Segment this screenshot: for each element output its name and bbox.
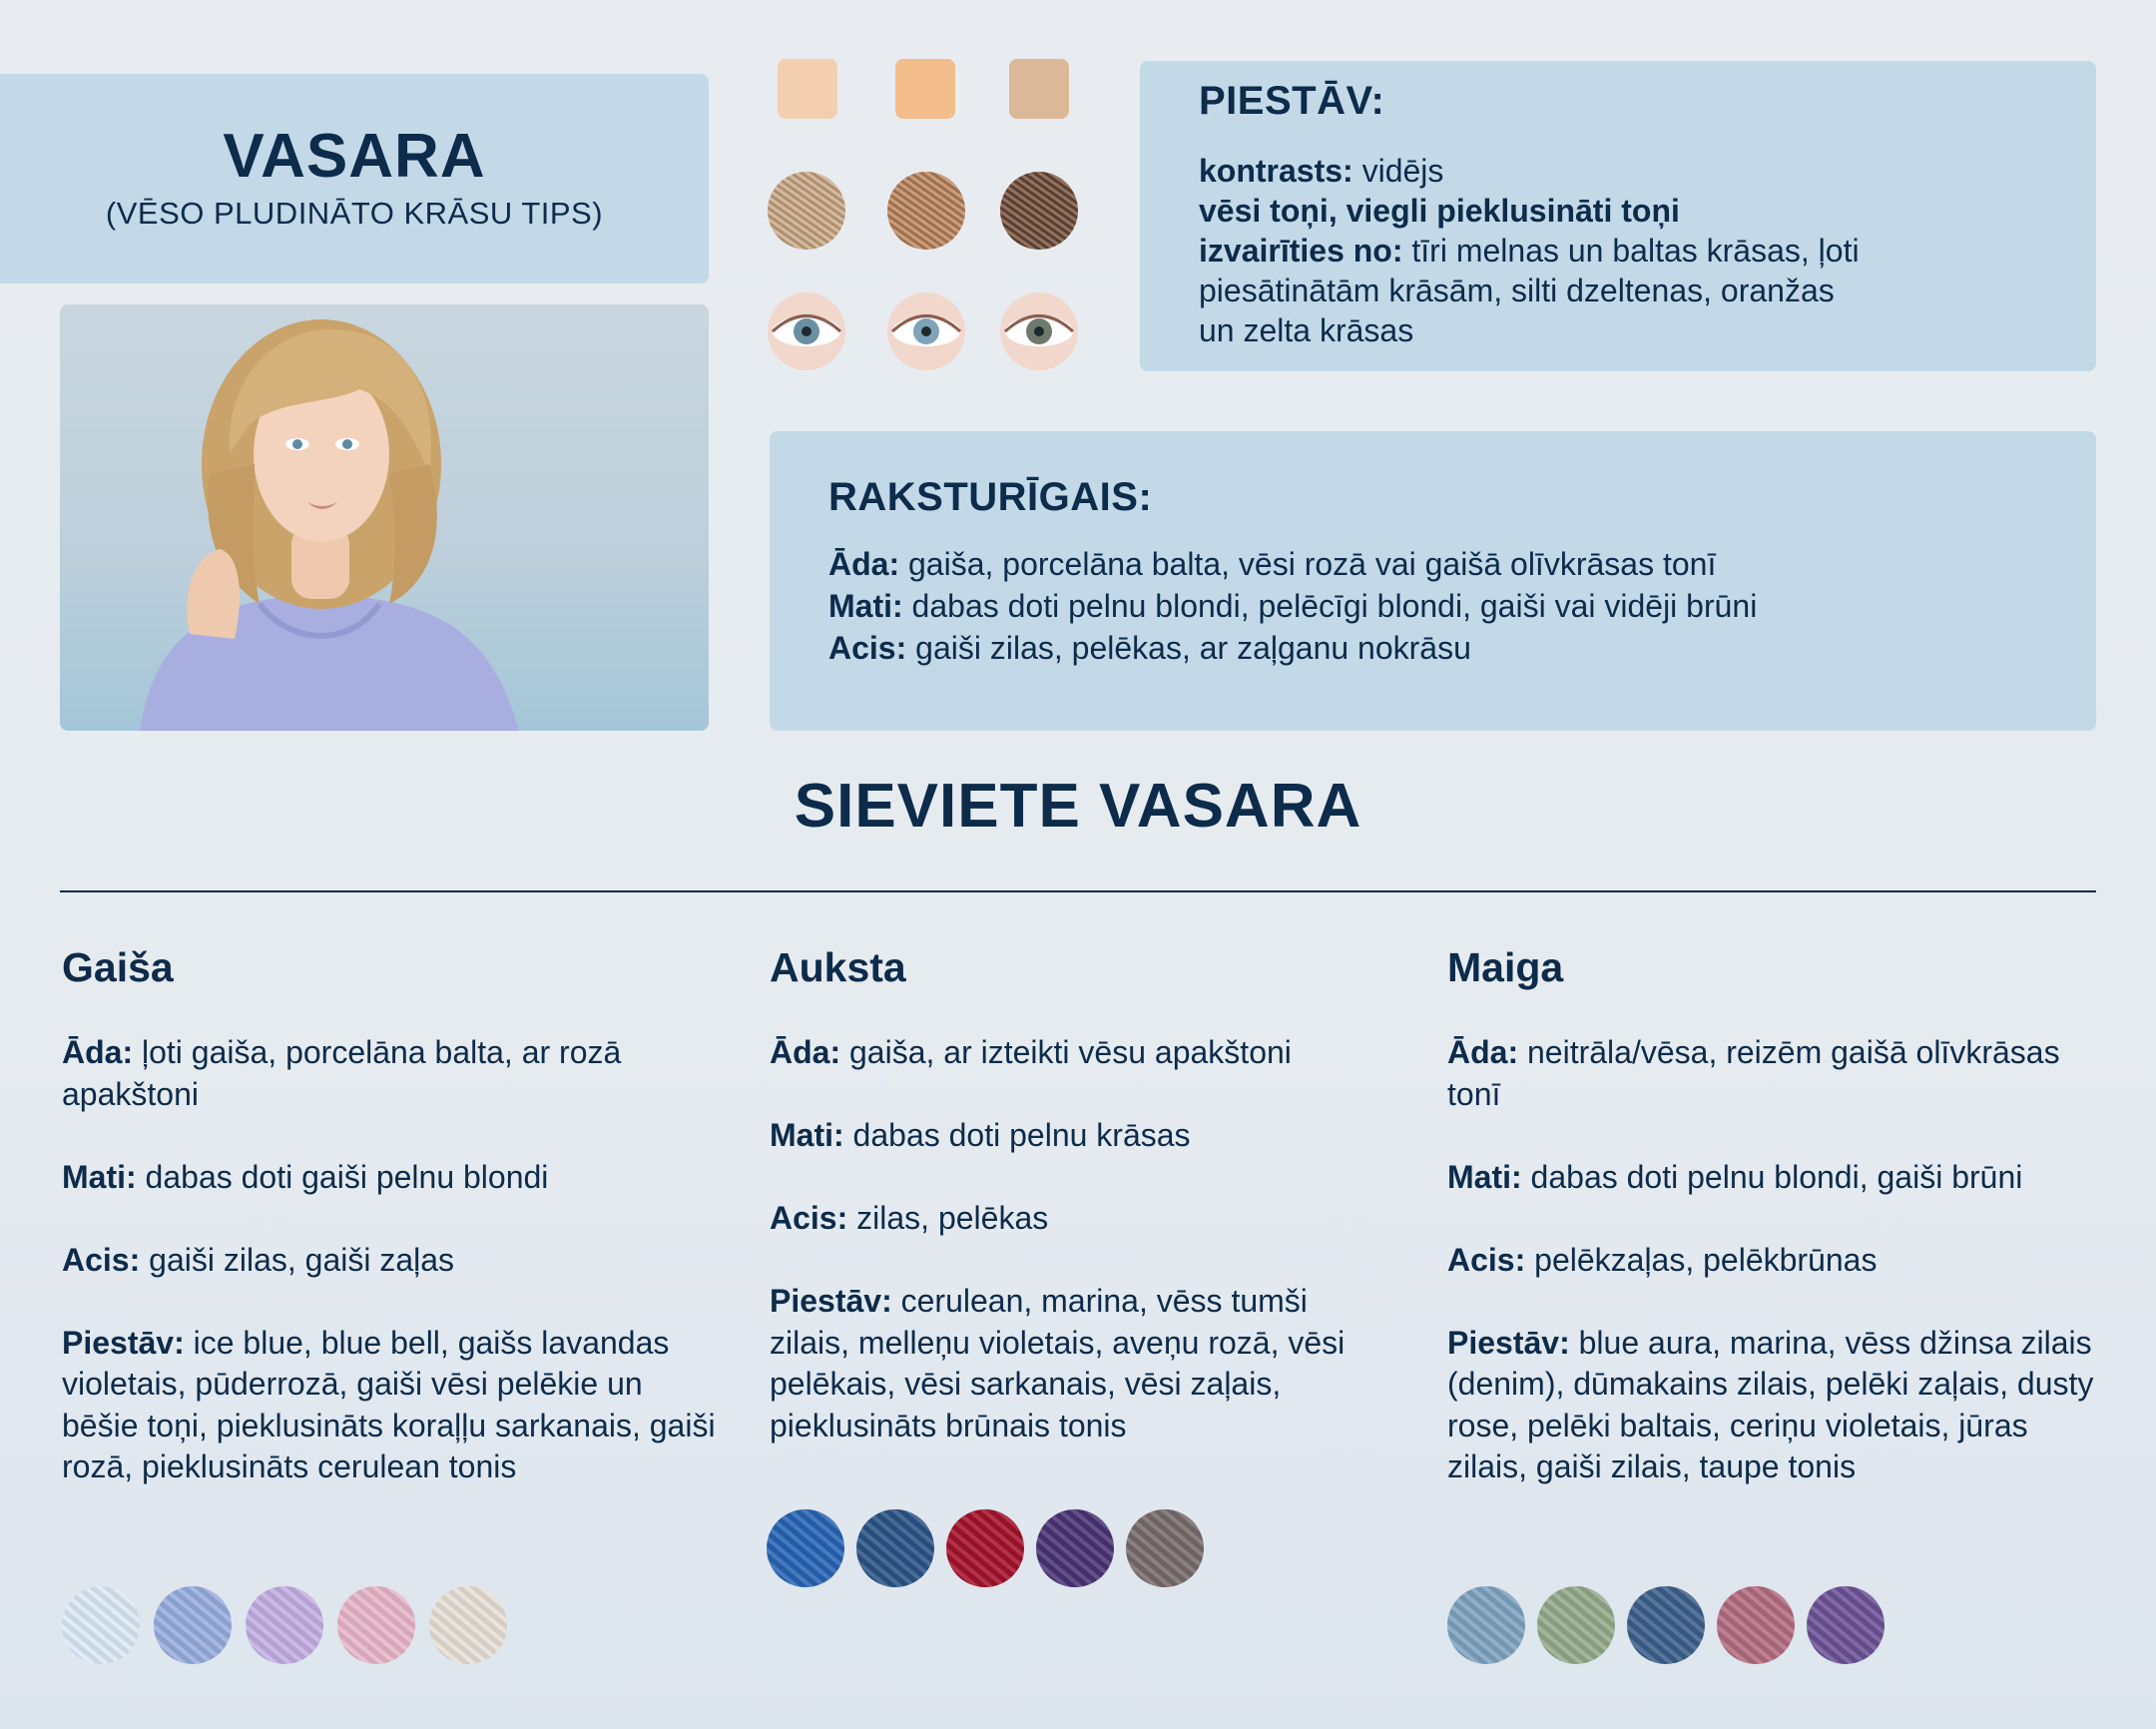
main-title: SIEVIETE VASARA	[794, 772, 1362, 841]
acis-item: Acis: pelēkzaļas, pelēkbrūnas	[1447, 1241, 1878, 1278]
mati-item: Mati: dabas doti gaiši pelnu blondi	[62, 1158, 549, 1195]
hair-swatch-2	[887, 172, 965, 250]
palette-auksta-4	[1036, 1509, 1114, 1587]
palette-auksta-3	[946, 1509, 1024, 1587]
mati-line: Mati: dabas doti pelnu blondi, pelēcīgi blondi, gaiši vai vidēji brūni	[828, 588, 1758, 624]
title-box	[0, 74, 709, 284]
palette-auksta-5	[1126, 1509, 1204, 1587]
skin-swatch-2	[895, 59, 955, 119]
type-title: VASARA	[223, 122, 486, 191]
palette-maiga-3	[1627, 1586, 1705, 1664]
column-auksta	[770, 943, 1378, 1488]
column-title: Auksta	[770, 944, 906, 990]
column-maiga	[1447, 943, 2106, 1529]
palette-maiga-1	[1447, 1586, 1525, 1664]
column-title: Maiga	[1447, 944, 1564, 990]
column-gaisa	[62, 943, 721, 1529]
ada-line: Āda: gaiša, porcelāna balta, vēsi rozā vai gaišā olīvkrāsas tonī	[828, 546, 1717, 582]
palette-gaisa-2	[154, 1586, 232, 1664]
piestav-item: Piestāv: blue aura, marina, vēss džinsa zilais (denim), dūmakains zilais, pelēki zaļais, dusty rose, pelēki baltais, ceriņu violetais, jūras zilais, gaiši zilais, taupe tonis	[1447, 1324, 2094, 1484]
hair-swatch-3	[1000, 172, 1078, 250]
mati-item: Mati: dabas doti pelnu blondi, gaiši brūni	[1447, 1158, 2023, 1195]
palette-auksta-2	[856, 1509, 934, 1587]
portrait-photo	[60, 304, 709, 731]
eye-swatch-2	[887, 292, 965, 370]
ada-item: Āda: gaiša, ar izteikti vēsu apakštoni	[770, 1034, 1292, 1070]
acis-item: Acis: gaiši zilas, gaiši zaļas	[62, 1241, 455, 1278]
kontrasts-line: kontrasts: vidējs	[1199, 153, 1444, 189]
ada-item: Āda: neitrāla/vēsa, reizēm gaišā olīvkrāsas tonī	[1447, 1034, 2060, 1112]
izvairities-line: izvairīties no: tīri melnas un baltas krāsas, ļoti	[1199, 233, 1860, 269]
raksturigais-box	[770, 431, 2096, 731]
toni-line: vēsi toņi, viegli pieklusināti toņi	[1199, 193, 1680, 229]
acis-line: Acis: gaiši zilas, pelēkas, ar zaļganu nokrāsu	[828, 630, 1471, 666]
palette-gaisa-3	[246, 1586, 323, 1664]
palette-maiga-5	[1807, 1586, 1885, 1664]
divider	[60, 890, 2096, 892]
raksturigais-heading: RAKSTURĪGAIS:	[828, 475, 1153, 519]
mati-item: Mati: dabas doti pelnu krāsas	[770, 1117, 1191, 1153]
type-subtitle: (VĒSO PLUDINĀTO KRĀSU TIPS)	[105, 196, 604, 231]
acis-item: Acis: zilas, pelēkas	[770, 1200, 1049, 1236]
skin-swatch-3	[1009, 59, 1069, 119]
palette-gaisa-1	[62, 1586, 140, 1664]
piestav-heading: PIESTĀV:	[1199, 79, 1385, 123]
palette-gaisa-4	[337, 1586, 415, 1664]
izvairities-line-2: piesātinātām krāsām, silti dzeltenas, oranžas	[1199, 273, 1835, 308]
palette-gaisa-5	[429, 1586, 507, 1664]
eye-swatch-1	[768, 292, 845, 370]
piestav-item: Piestāv: cerulean, marina, vēss tumši zilais, melleņu violetais, aveņu rozā, vēsi pelēkais, vēsi sarkanais, vēsi zaļais, pieklusināts brūnais tonis	[770, 1283, 1346, 1443]
palette-maiga-4	[1717, 1586, 1795, 1664]
izvairities-line-3: un zelta krāsas	[1199, 312, 1414, 348]
eye-swatch-3	[1000, 292, 1078, 370]
skin-swatch-1	[778, 59, 837, 119]
ada-item: Āda: ļoti gaiša, porcelāna balta, ar rozā apakštoni	[62, 1034, 622, 1112]
palette-maiga-2	[1537, 1586, 1615, 1664]
piestav-box	[1140, 61, 2096, 371]
column-title: Gaiša	[62, 944, 174, 990]
hair-swatch-1	[768, 172, 845, 250]
piestav-item: Piestāv: ice blue, blue bell, gaišs lavandas violetais, pūderrozā, gaiši vēsi pelēkie un bēšie toņi, pieklusināts koraļļu sarkanais, gaiši rozā, pieklusināts cerulean tonis	[62, 1324, 716, 1484]
portrait-illustration	[60, 304, 709, 731]
palette-auksta-1	[767, 1509, 844, 1587]
